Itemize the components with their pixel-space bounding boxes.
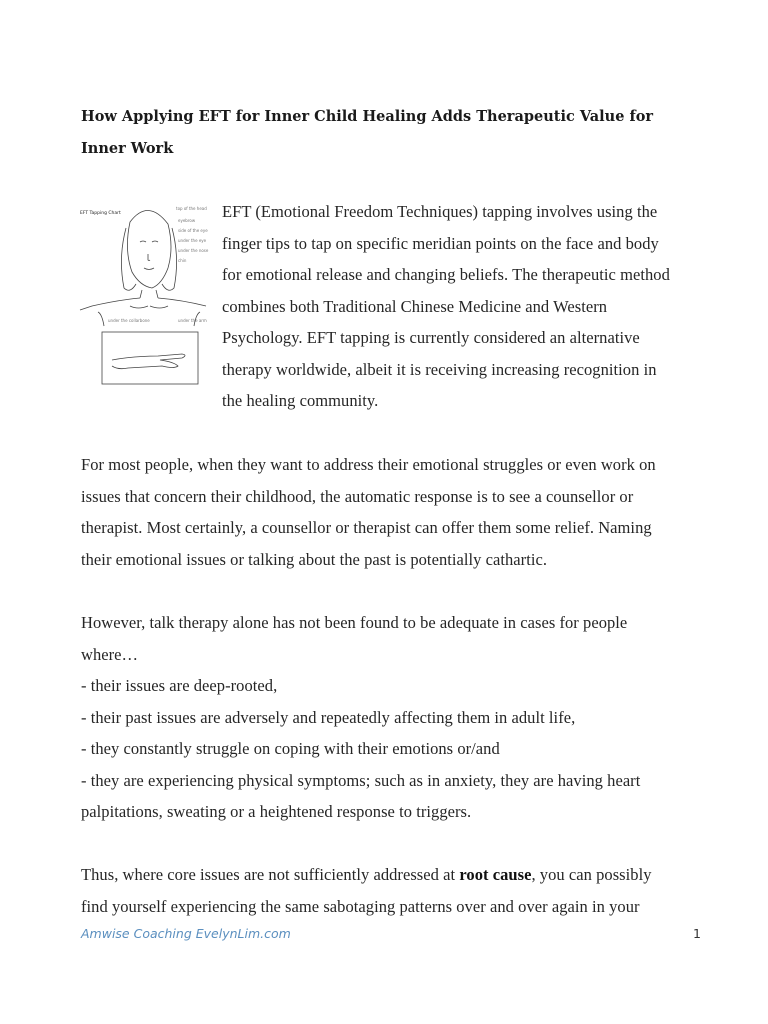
list-item-continuation: palpitations, sweating or a heightened response to triggers. — [81, 802, 472, 821]
list-item: - their past issues are adversely and repeatedly affecting them in adult life, — [81, 707, 576, 727]
paragraph-line: For most people, when they want to address their emotional struggles or even work on — [81, 455, 656, 474]
paragraph-line: therapist. Most certainly, a counsellor or therapist can offer them some relief. Naming — [81, 518, 652, 537]
paragraph-line: Psychology. EFT tapping is currently considered an alternative — [222, 328, 640, 347]
figure-label-side-of-eye: side of the eye — [178, 228, 208, 233]
eft-tapping-chart-figure — [78, 198, 210, 398]
text-run: , you can possibly — [531, 865, 652, 884]
root-cause-emphasis: root cause — [459, 865, 532, 884]
paragraph-line — [81, 859, 652, 891]
footer-brand: Amwise Coaching EvelynLim.com — [81, 926, 291, 941]
paragraph-line: find yourself experiencing the same sabotaging patterns over and over again in your — [81, 896, 640, 916]
figure-chart-title: EFT Tapping Chart — [80, 211, 121, 216]
figure-label-collarbone: under the collarbone — [108, 318, 150, 323]
paragraph-line: issues that concern their childhood, the automatic response is to see a counsellor or — [81, 486, 634, 506]
paragraph-line: finger tips to tap on specific meridian points on the face and body — [222, 233, 659, 253]
list-item: - their issues are deep-rooted, — [81, 676, 278, 695]
paragraph-line: However, talk therapy alone has not been found to be adequate in cases for people — [81, 613, 628, 632]
intro-paragraph — [222, 196, 670, 417]
figure-label-under-arm: under the arm — [178, 318, 207, 323]
talk-therapy-paragraph — [81, 607, 640, 828]
figure-label-top-of-head: top of the head — [176, 206, 207, 211]
paragraph-line: the healing community. — [222, 391, 379, 410]
root-cause-paragraph — [81, 859, 652, 922]
paragraph-line: EFT (Emotional Freedom Techniques) tapping involves using the — [222, 202, 658, 221]
document-title: How Applying EFT for Inner Child Healing Adds Therapeutic Value for Inner Work — [81, 108, 654, 157]
paragraph-line: combines both Traditional Chinese Medicine and Western — [222, 296, 608, 316]
figure-label-under-eye: under the eye — [178, 238, 207, 243]
figure-label-under-nose: under the nose — [178, 248, 209, 253]
page-number: 1 — [693, 926, 701, 941]
list-item: - they are experiencing physical symptoms; such as in anxiety, they are having heart — [81, 770, 641, 790]
figure-label-eyebrow: eyebrow — [178, 218, 196, 223]
paragraph-line: their emotional issues or talking about the past is potentially cathartic. — [81, 549, 548, 569]
figure-label-chin: chin — [178, 258, 187, 263]
counselling-paragraph — [81, 449, 656, 575]
eft-tapping-chart-illustration — [78, 198, 210, 398]
text-run: Thus, where core issues are not sufficiently addressed at — [81, 865, 460, 884]
paragraph-line: for emotional release and changing beliefs. The therapeutic method — [222, 265, 670, 284]
paragraph-line: where… — [81, 644, 139, 664]
paragraph-line: therapy worldwide, albeit it is receiving increasing recognition in — [222, 359, 657, 379]
list-item: - they constantly struggle on coping with their emotions or/and — [81, 739, 500, 758]
